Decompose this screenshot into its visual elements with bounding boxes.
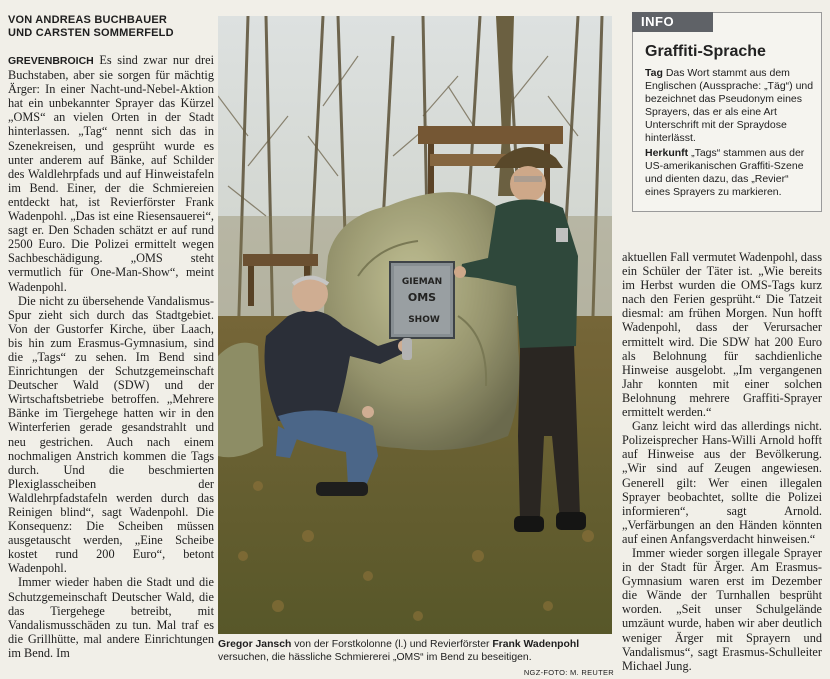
article-paragraph-5: Ganz leicht wird das allerdings nicht. Polizeisprecher Hans-Willi Arnold hofft auf Hinweise aus der Bevölkerung. „Wir sind auf Zeugen angewiesen. Generell gilt: Wer einen illegalen Sprayer beobachtet, sollte die Polizei informieren“, sagt Arnold. „Verfärbungen an den Händen könnten auf einen Anfangsverdacht hinweisen.“: [622, 419, 822, 546]
photo-credit: NGZ-FOTO: M. REUTER: [523, 668, 614, 677]
info-title: Graffiti-Sprache: [645, 43, 766, 60]
byline-line-1: VON ANDREAS BUCHBAUER: [8, 14, 168, 26]
caption-text-1: von der Forstkolonne (l.) und Revierförster: [294, 639, 490, 650]
info-term-2: Herkunft: [645, 147, 689, 159]
info-box: [632, 12, 822, 212]
sign-word-2: OMS: [407, 291, 437, 304]
article-paragraph-6: Immer wieder sorgen illegale Sprayer in der Stadt für Ärger. Am Erasmus-Gymnasium waren erst im Dezember die Wände der Turnhallen besprüht worden. „Seit unser Schulgelände umzäunt wurde, haben wir aber deutlich weniger Ärger mit Sprayern und Vandalismus“, sagt Erasmus-Schulleiter Michael Jung.: [622, 545, 822, 673]
caption-name-1: Gregor Jansch: [218, 639, 292, 650]
dateline: GREVENBROICH: [8, 55, 94, 67]
info-body: [645, 67, 815, 201]
article-column-1: [8, 53, 214, 675]
article-paragraph-1: [8, 53, 214, 294]
info-entry-tag: [645, 67, 815, 145]
info-term-1: Tag: [645, 67, 663, 79]
article-photo: [218, 16, 612, 634]
byline-line-2: UND CARSTEN SOMMERFELD: [8, 27, 174, 39]
article-paragraph-3: Immer wieder haben die Stadt und die Schutzgemeinschaft Deutscher Wald, die das Tiergehege betreibt, mit Vandalismusschäden zu tun. Mal traf es die Grillhütte, mal andere Einrichtungen im Bend. Im: [8, 575, 214, 660]
sign-word-3: SHOW: [408, 315, 440, 325]
info-entry-herkunft: [645, 147, 815, 199]
info-tab: INFO: [632, 12, 713, 32]
caption-name-2: Frank Wadenpohl: [492, 639, 580, 650]
article-paragraph-1-text: Es sind zwar nur drei Buchstaben, aber sie sorgen für mächtig Ärger: In einer Nacht-und-Nebel-Aktion hat ein unbekannter Sprayer das Kürzel „OMS“ an vielen Orten in der Stadt hinterlassen. „Tag“ nennt sich das in Szenekreisen, und gesprüht wurde es unter anderem auf Bänke, auf Schilder des Waldlehrpfads und auf Hinweistafeln im Bend. Einer, der die Schmiereien entdeckt hat, ist Revierförster Frank Wadenpohl. „Das ist eine Riesensauerei“, sagt er. Den Schaden schätzt er auf rund 2500 Euro. Die Polizei ermittelt wegen Sachbeschädigung. „OMS steht vermutlich für One-Man-Show“, meint Wadenpohl.: [8, 53, 214, 294]
info-definition-1: Das Wort stammt aus dem Englischen (Aussprache: „Täg“) und bezeichnet das Pseudonym eines Sprayers, das er als eine Art Unterschrift mit der Spraydose hinterlässt.: [645, 67, 814, 144]
article-paragraph-4: aktuellen Fall vermutet Wadenpohl, dass ein Schüler der Täter ist. „Wie bereits im Herbst wurden die OMS-Tags kurz nach den Ferien gesprüht.“ Die Tatzeit diesmal: am frühen Morgen. Nun hofft Wadenpohl, dass der Verursacher ermittelt wird. Die SDW hat 200 Euro als Belohnung für sachdienliche Hinweise ausgelobt. „Im vergangenen Jahr konnten mit einer solchen Belohnung mehrere Graffiti-Sprayer ermittelt werden.“: [622, 250, 822, 420]
caption-text-2: versuchen, die hässliche Schmiererei „OMS“ im Bend zu beseitigen.: [218, 652, 532, 663]
byline: [8, 14, 214, 40]
photo-caption: [218, 638, 614, 679]
article-column-3: [622, 250, 822, 676]
article-paragraph-2: Die nicht zu übersehende Vandalismus-Spur zieht sich durch das Stadtgebiet. Von der Gustorfer Kirche, über Laach, bis hin zum Erasmus-Gymnasium, sind die „Tags“ zu sehen. Im Bend sind Einrichtungen der Schutzgemeinschaft Deutscher Wald (SDW) und der Wirtschaftsbetriebe betroffen. „Mehrere Bänke im Tiergehege hatten wir in den Winterferien gerade gesandstrahlt und neu gestrichen. Auch nach einem nochmaligen Anstrich kommen die Tags durch. Und die beschmierten Plexiglasscheiben der Waldlehrpfadstafeln werden durch das Reinigen blind“, sagt Wadenpohl. Die Konsequenz: Die Scheiben müssen ausgetauscht werden, „Eine Scheibe kostet rund 200 Euro“, betont Wadenpohl.: [8, 293, 214, 576]
photo-illustration: [218, 16, 612, 634]
info-definition-2: „Tags“ stammen aus der US-amerikanischen Graffiti-Szene und dienten dazu, das „Revier“ eines Sprayers zu markieren.: [645, 147, 805, 198]
sign-word-1: GIEMAN: [401, 277, 443, 287]
